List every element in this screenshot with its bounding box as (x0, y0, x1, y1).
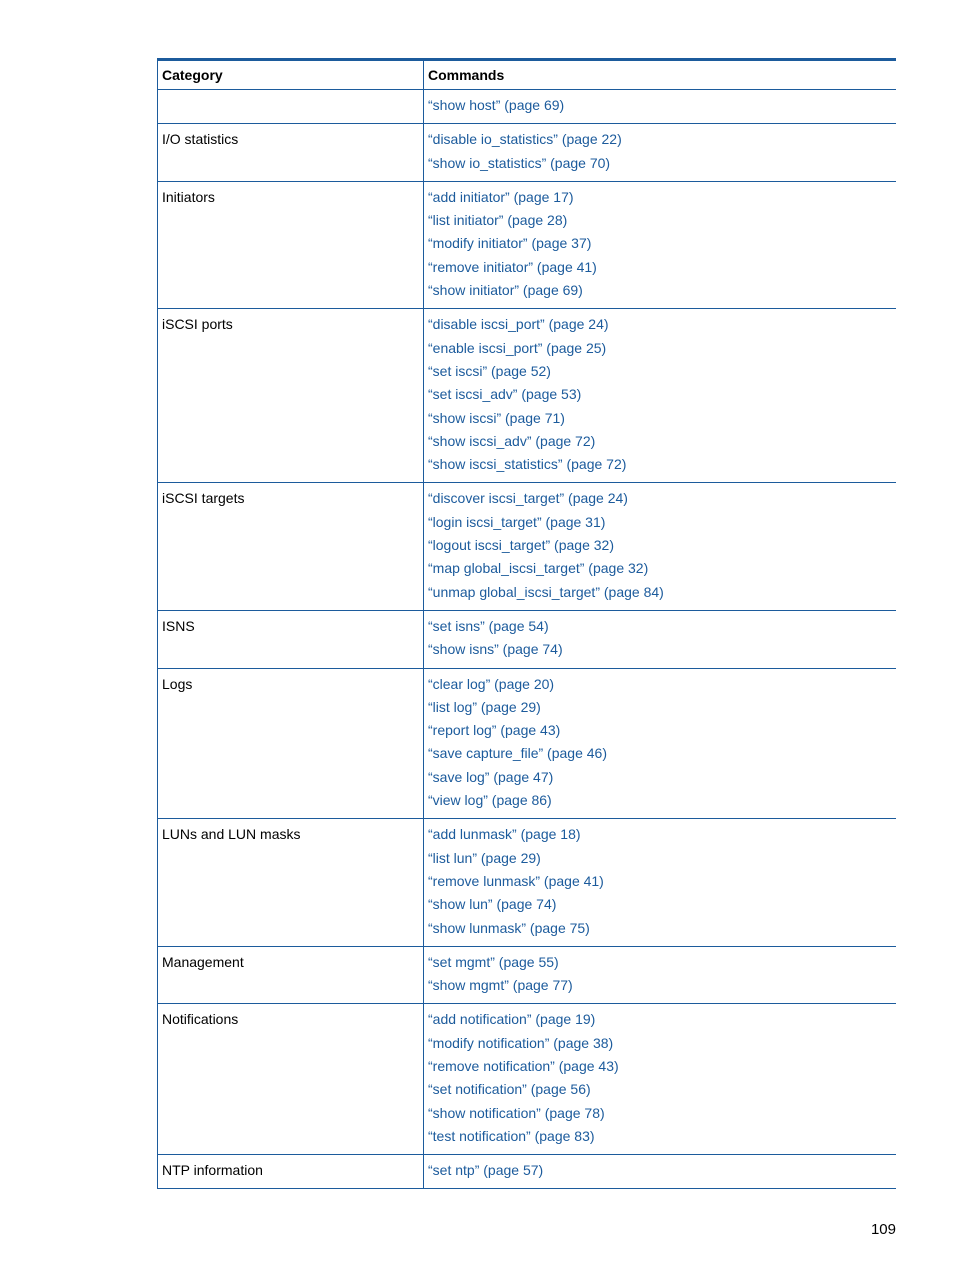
command-link[interactable]: “list log” (page 29) (428, 698, 541, 715)
category-cell: Initiators (158, 181, 424, 308)
table-row (158, 309, 897, 483)
commands-cell (424, 124, 897, 182)
command-link[interactable]: “remove initiator” (page 41) (428, 258, 597, 275)
command-link[interactable]: “set mgmt” (page 55) (428, 953, 559, 970)
category-cell: Notifications (158, 1004, 424, 1155)
commands-cell (424, 309, 897, 483)
command-link[interactable]: “map global_iscsi_target” (page 32) (428, 560, 649, 577)
command-link[interactable]: “set notification” (page 56) (428, 1081, 591, 1098)
commands-cell (424, 668, 897, 819)
commands-cell (424, 946, 897, 1004)
command-link[interactable]: “show host” (page 69) (428, 97, 565, 113)
command-link[interactable]: “show notification” (page 78) (428, 1104, 605, 1121)
command-link[interactable]: “set iscsi_adv” (page 53) (428, 386, 582, 403)
command-link[interactable]: “show isns” (page 74) (428, 641, 563, 658)
page-number: 109 (870, 1221, 896, 1238)
command-link[interactable]: “add initiator” (page 17) (428, 188, 574, 205)
category-cell: iSCSI targets (158, 483, 424, 610)
command-link[interactable]: “set iscsi” (page 52) (428, 362, 551, 379)
command-link[interactable]: “list initiator” (page 28) (428, 212, 568, 229)
table-row (158, 181, 897, 308)
commands-cell (424, 1155, 897, 1189)
table-row (158, 1155, 897, 1189)
command-link[interactable]: “report log” (page 43) (428, 722, 561, 739)
command-link[interactable]: “test notification” (page 83) (428, 1127, 595, 1144)
commands-table (157, 58, 896, 1189)
table-row (158, 1004, 897, 1155)
command-link[interactable]: “save capture_file” (page 46) (428, 745, 607, 762)
command-link[interactable]: “show iscsi_statistics” (page 72) (428, 456, 627, 473)
table-row (158, 610, 897, 668)
commands-cell (424, 1004, 897, 1155)
command-link[interactable]: “modify notification” (page 38) (428, 1034, 614, 1051)
command-link[interactable]: “enable iscsi_port” (page 25) (428, 339, 607, 356)
command-link[interactable]: “show lun” (page 74) (428, 896, 557, 913)
table-body (158, 90, 897, 1189)
command-link[interactable]: “save log” (page 47) (428, 768, 554, 785)
command-link[interactable]: “login iscsi_target” (page 31) (428, 513, 606, 530)
category-cell (158, 90, 424, 124)
command-link[interactable]: “show iscsi_adv” (page 72) (428, 432, 596, 449)
command-link[interactable]: “set ntp” (page 57) (428, 1162, 544, 1179)
command-link[interactable]: “set isns” (page 54) (428, 617, 549, 634)
command-link[interactable]: “add notification” (page 19) (428, 1011, 596, 1028)
commands-table-container (157, 58, 896, 1189)
commands-cell (424, 181, 897, 308)
command-link[interactable]: “remove lunmask” (page 41) (428, 872, 604, 889)
header-commands: Commands (424, 60, 897, 90)
table-row (158, 483, 897, 610)
command-link[interactable]: “disable iscsi_port” (page 24) (428, 316, 609, 333)
command-link[interactable]: “show iscsi” (page 71) (428, 409, 565, 426)
category-cell: LUNs and LUN masks (158, 819, 424, 946)
table-row (158, 946, 897, 1004)
table-row (158, 819, 897, 946)
command-link[interactable]: “disable io_statistics” (page 22) (428, 131, 622, 148)
table-row (158, 90, 897, 124)
category-cell: iSCSI ports (158, 309, 424, 483)
category-cell: ISNS (158, 610, 424, 668)
category-cell: Logs (158, 668, 424, 819)
command-link[interactable]: “remove notification” (page 43) (428, 1057, 619, 1074)
command-link[interactable]: “discover iscsi_target” (page 24) (428, 490, 628, 507)
command-link[interactable]: “view log” (page 86) (428, 792, 552, 809)
table-header (158, 60, 897, 90)
command-link[interactable]: “list lun” (page 29) (428, 849, 541, 866)
table-row (158, 124, 897, 182)
header-category: Category (158, 60, 424, 90)
commands-cell (424, 610, 897, 668)
command-link[interactable]: “show lunmask” (page 75) (428, 919, 590, 936)
command-link[interactable]: “show initiator” (page 69) (428, 282, 583, 299)
command-link[interactable]: “show io_statistics” (page 70) (428, 154, 611, 171)
category-cell: Management (158, 946, 424, 1004)
commands-cell (424, 90, 897, 124)
commands-cell (424, 483, 897, 610)
category-cell: I/O statistics (158, 124, 424, 182)
category-cell: NTP information (158, 1155, 424, 1189)
command-link[interactable]: “logout iscsi_target” (page 32) (428, 537, 614, 554)
command-link[interactable]: “clear log” (page 20) (428, 675, 555, 692)
table-row (158, 668, 897, 819)
command-link[interactable]: “modify initiator” (page 37) (428, 235, 592, 252)
command-link[interactable]: “unmap global_iscsi_target” (page 84) (428, 583, 664, 600)
command-link[interactable]: “add lunmask” (page 18) (428, 826, 581, 843)
table-header-row (158, 60, 897, 90)
commands-cell (424, 819, 897, 946)
command-link[interactable]: “show mgmt” (page 77) (428, 977, 573, 994)
